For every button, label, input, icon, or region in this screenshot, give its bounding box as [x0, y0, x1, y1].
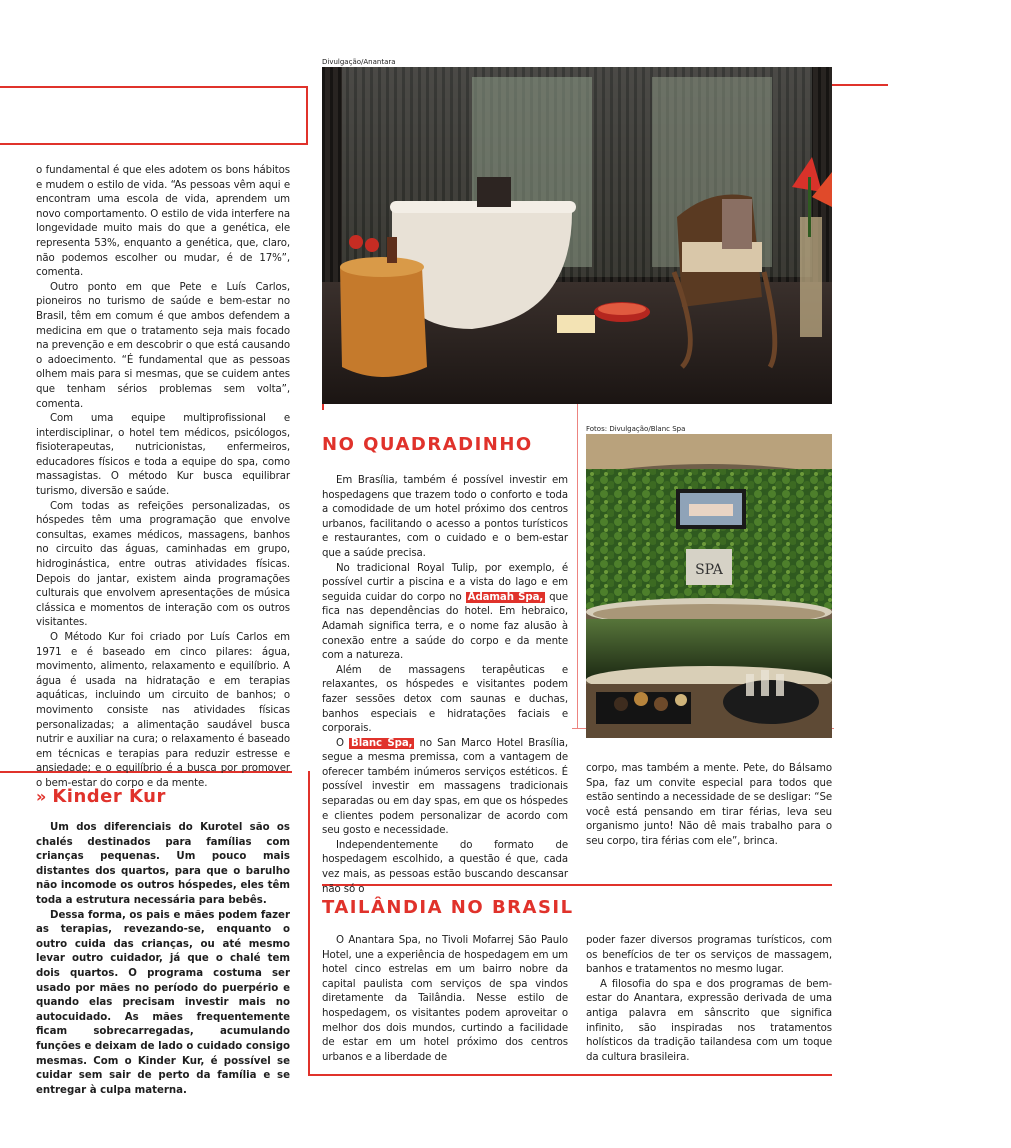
quadradinho-paragraph — [322, 737, 568, 839]
quadradinho-text-span: No tradicional Royal Tulip, por exemplo, é possível curtir a piscina e a vista do lago e em seguida cuidar do corpo no — [322, 562, 568, 603]
blanc-photo-credit: Fotos: Divulgação/Blanc Spa — [586, 425, 686, 433]
kinder-paragraph: Dessa forma, os pais e mães podem fazer as terapias, revezando-se, enquanto o outro cuida das crianças, ou até mesmo levar outro cuidador, já que o chalé tem dois quartos. O programa costuma ser usado por mães no período do puerpério e quando elas precisam investir mais no autocuidado. As mães frequentemente ficam sobrecarregadas, acumulando funções e deixam de lado o cuidado consigo mesmas. Com o Kinder Kur, é possível se cuidar sem sair de perto da família e se entregar à culpa materna. — [36, 909, 290, 1096]
top-left-vertical-rule — [306, 86, 308, 144]
blanc-spa-highlight: Blanc Spa, — [351, 737, 413, 749]
left-paragraph: Com todas as refeições personalizadas, os hóspedes têm uma programação que envolve consultas, exames médicos, massagens, banhos no circuito das águas, caminhadas em grupo, hidroginástica, entre outras atividades físicas. Depois do jantar, existem ainda programações culturais que envolvem apresentações de música clássica e momentos de interação com os outros visitantes. — [36, 500, 290, 629]
blanc-spa-photo — [586, 434, 832, 738]
quadradinho-right-paragraph: corpo, mas também a mente. Pete, do Bálsamo Spa, faz um convite especial para todos que estão sentindo a necessidade de se desligar: “Se você está pensando em tirar férias, leva seu organismo junto! Não dê mais trabalho para o seu corpo, tira férias com ele”, brinca. — [586, 763, 832, 847]
photo-tick-rule — [322, 404, 324, 410]
quadradinho-text-span: no San Marco Hotel Brasília, segue a mesma premissa, com a vantagem de oferecer também inúmeros serviços estéticos. É possível investir em massagens tradicionais separadas ou em day spas, em que os hóspedes e clientes podem personalizar de acordo com seu gosto e necessidade. — [322, 737, 568, 837]
spa-sign: SPA — [695, 562, 723, 578]
quadradinho-text — [322, 474, 568, 897]
left-paragraph: O Método Kur foi criado por Luís Carlos em 1971 e é baseado em cinco pilares: água, movimento, alimento, relaxamento e equilíbrio. A água é usada na hidratação e em terapias aquáticas, incluindo um circuito de banhos; o movimento consiste nas atividades físicas personalizadas; a alimentação saudável busca nutrir e auxiliar na cura; o relaxamento é baseado em técnicas e terapias para reduzir estresse e ansiedade; e o equilíbrio é a busca por promover o bem-estar do corpo e da mente. — [36, 632, 290, 789]
left-paragraph: Com uma equipe multiprofissional e interdisciplinar, o hotel tem médicos, psicólogos, fisioterapeutas, nutricionistas, enfermeiros, educadores físicos e toda a equipe do spa, como massagistas. O método Kur busca equilibrar turismo, diversão e saúde. — [36, 413, 290, 498]
top-photo-credit: Divulgação/Anantara — [322, 58, 396, 66]
kinder-kur-heading — [36, 786, 290, 807]
kinder-kur-box — [36, 786, 290, 1098]
kinder-kur-title: Kinder Kur — [52, 786, 166, 807]
left-paragraph: o fundamental é que eles adotem os bons hábitos e mudem o estilo de vida. “As pessoas vêm aqui e encontram uma escola de vida, aprendem um novo comportamento. O estilo de vida interfere na longevidade muito mais do que a genética, ele representa 53%, enquanto a genética, que, claro, não podemos escolher ou mudar, é de 17%”, comenta. — [36, 165, 290, 279]
kinder-kur-text — [36, 821, 290, 1098]
chevron-marker-icon: » — [36, 787, 47, 806]
quadradinho-title: NO QUADRADINHO — [322, 434, 533, 455]
quadradinho-paragraph — [322, 562, 568, 664]
adamah-spa-highlight: Adamah Spa, — [467, 591, 544, 603]
tailandia-col2 — [586, 934, 832, 1065]
left-paragraph: Outro ponto em que Pete e Luís Carlos, pioneiros no turismo de saúde e bem-estar no Brasil, têm em comum é que ambos defendem a medicina em que o tratamento seja mais focado na prevenção e em descobrir o que está causando o adoecimento. “É fundamental que as pessoas olhem mais para si mesmas, que se cuidem antes que tenham sérios problemas sem volta”, comenta. — [36, 281, 290, 410]
tailandia-paragraph: A filosofia do spa e dos programas de bem-estar do Anantara, expressão derivada de uma antiga palavra em sânscrito que significa infinito, são inspiradas nos tratamentos holísticos da tradição tailandesa com um toque da cultura brasileira. — [586, 978, 832, 1063]
upper-left-rule — [0, 143, 308, 145]
tailandia-col1 — [322, 934, 568, 1065]
quadradinho-paragraph: Em Brasília, também é possível investir em hospedagens que trazem todo o conforto e toda a comodidade de um hotel próximo dos centros urbanos, facilitando o acesso a pontos turísticos e restaurantes, com o cuidado e o bem-estar que a saúde precisa. — [322, 475, 568, 559]
kinder-paragraph: Um dos diferenciais do Kurotel são os chalés destinados para famílias com crianças pequenas. Um pouco mais distantes dos quartos, para que o barulho não incomode os outros hóspedes, eles têm toda a estrutura necessária para bebês. — [36, 822, 290, 906]
top-left-rule — [0, 86, 306, 88]
quadradinho-right-text — [586, 762, 832, 850]
bottom-rule — [308, 1074, 832, 1076]
kinder-right-rule — [308, 771, 310, 1075]
quadradinho-text-span: O — [336, 737, 350, 749]
tailandia-paragraph: O Anantara Spa, no Tivoli Mofarrej São Paulo Hotel, une a experiência de hospedagem em um hotel cinco estrelas em um bairro nobre da capital paulista com serviços de spa vindos diretamente da Tailândia. Nesse estilo de hospedagem, os visitantes podem aproveitar o melhor dos dois mundos, curtindo a facilidade de estar em um hotel próximo dos centros urbanos e a liberdade de — [322, 935, 568, 1063]
quadradinho-text-span: que fica nas dependências do hotel. Em hebraico, Adamah significa terra, e o nome faz alusão à conexão entre a saúde do corpo e da mente com a natureza. — [322, 591, 568, 662]
quadradinho-divider — [577, 404, 578, 728]
left-column-text — [36, 164, 290, 792]
top-right-rule — [832, 84, 888, 86]
anantara-spa-photo — [322, 67, 832, 404]
tailandia-paragraph: poder fazer diversos programas turísticos, com os benefícios de ter os serviços de massagem, banhos e tratamentos no mesmo lugar. — [586, 935, 832, 976]
quadradinho-paragraph: Independentemente do formato de hospedagem escolhido, a questão é que, cada vez mais, as pessoas estão buscando descansar não só o — [322, 839, 568, 895]
quadradinho-paragraph: Além de massagens terapêuticas e relaxantes, os hóspedes e visitantes podem fazer sessões detox com saunas e duchas, banhos especiais e hidratações faciais e corporais. — [322, 664, 568, 735]
tailandia-title: TAILÂNDIA NO BRASIL — [322, 897, 574, 918]
